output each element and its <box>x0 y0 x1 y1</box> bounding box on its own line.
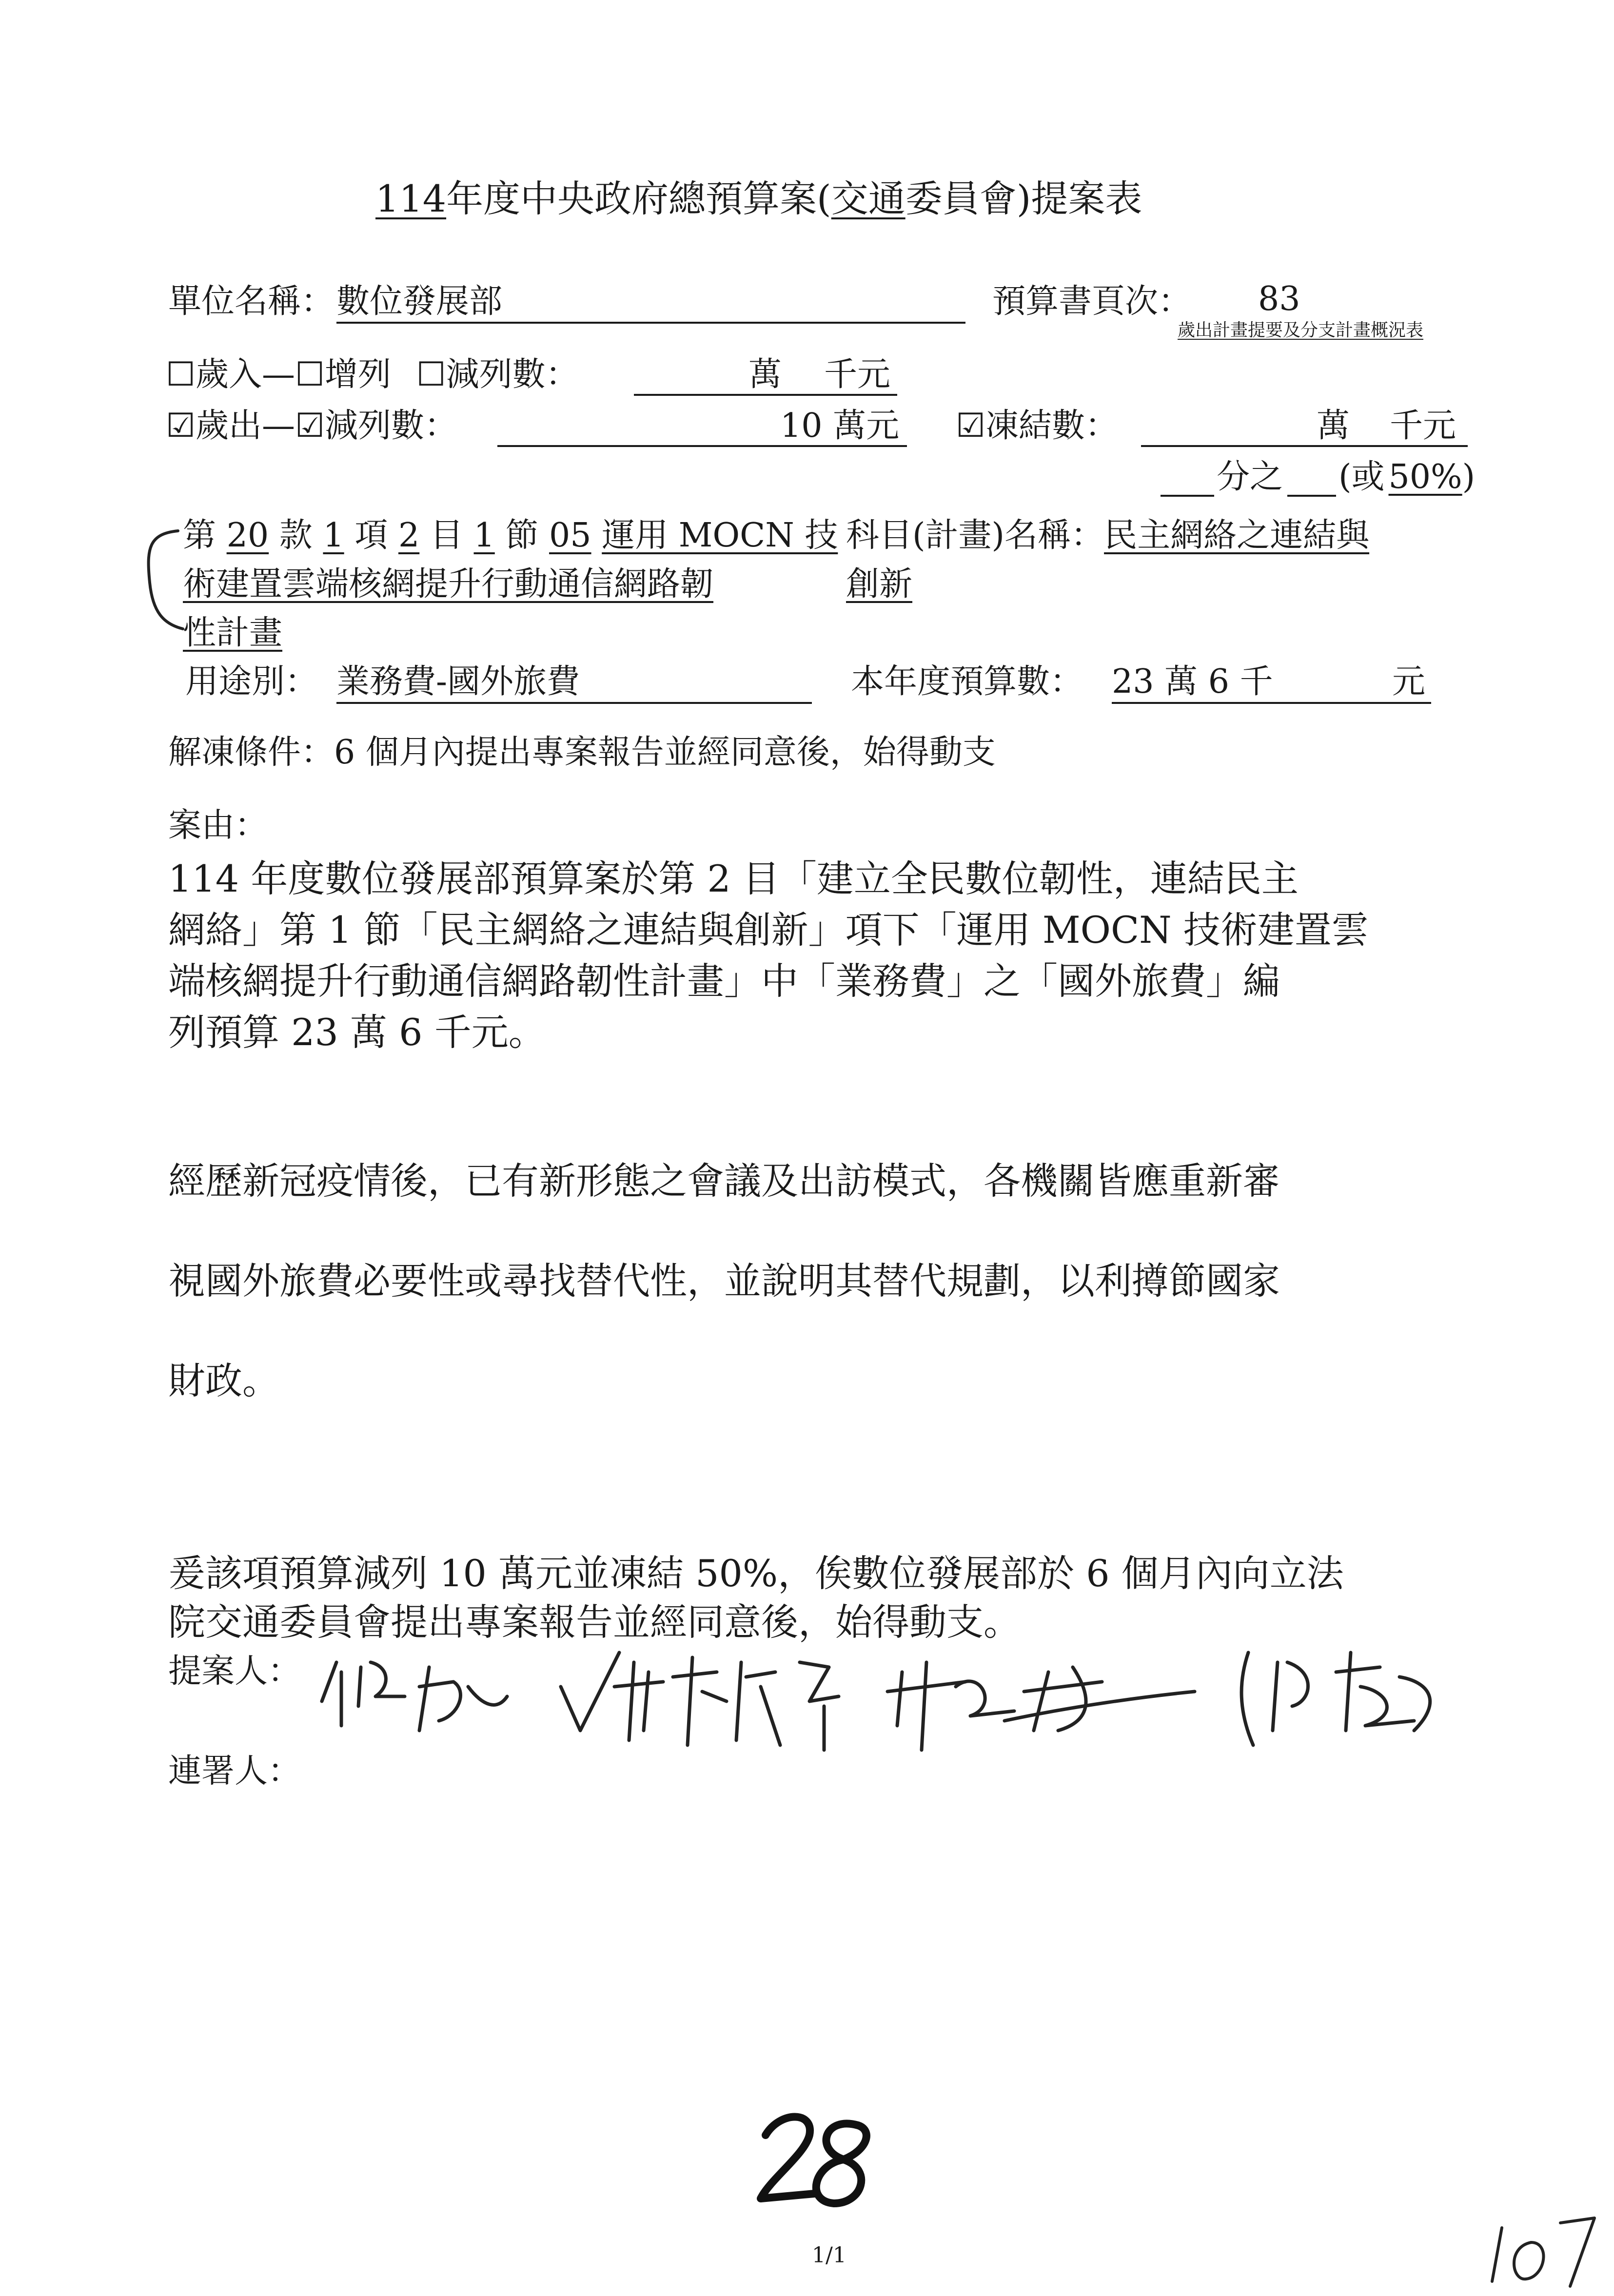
signature-3 <box>887 1662 1195 1750</box>
usage-underline <box>336 702 812 704</box>
reason-line: 端核網提升行動通信網路韌性計畫」中「業務費」之「國外旅費」編 <box>168 959 1280 1003</box>
unit-value: 數位發展部 <box>336 282 503 321</box>
budget-value: 23 萬 6 千 <box>1112 662 1273 701</box>
unit-underline <box>336 322 965 324</box>
page-ref-note: 歲出計畫提要及分支計畫概況表 <box>1178 320 1424 340</box>
handwritten-page-mark <box>746 2106 892 2223</box>
subject-row: 科目(計畫)名稱：民主網絡之連結與 <box>846 516 1370 555</box>
reason-line: 列預算 23 萬 6 千元。 <box>168 1011 546 1054</box>
checkbox-unchecked-icon[interactable]: ☐ <box>416 355 446 394</box>
handwritten-bracket <box>144 529 173 631</box>
reason-label: 案由： <box>168 806 268 845</box>
reason-para2-line: 視國外旅費必要性或尋找替代性，並說明其替代規劃，以利撙節國家 <box>168 1259 1280 1303</box>
checkbox-checked-icon[interactable]: ☑ <box>956 407 985 445</box>
expenditure-row: ☑歲出—☑減列數： <box>166 407 457 445</box>
reason-para2-line: 經歷新冠疫情後，已有新形態之會議及出訪模式，各機關皆應重新審 <box>168 1159 1280 1203</box>
proposer-label: 提案人： <box>168 1652 301 1691</box>
unfreeze-condition: 解凍條件：6 個月內提出專案報告並經同意後，始得動支 <box>168 733 996 772</box>
item-line-3: 性計畫 <box>183 614 283 652</box>
checkbox-unchecked-icon[interactable]: ☐ <box>166 355 196 394</box>
page-ref-label: 預算書頁次： <box>992 282 1192 321</box>
budget-underline <box>1112 702 1431 704</box>
checkbox-checked-icon[interactable]: ☑ <box>295 407 325 445</box>
page-title: 114年度中央政府總預算案(交通委員會)提案表 <box>375 177 1142 220</box>
cosigner-label: 連署人： <box>168 1752 301 1790</box>
budget-label: 本年度預算數： <box>851 662 1083 701</box>
reason-line: 網絡」第 1 節「民主網絡之連結與創新」項下「運用 MOCN 技術建置雲 <box>168 908 1369 952</box>
freeze-percent: (或 50%) <box>1338 458 1476 496</box>
expenditure-reduce-value: 10 萬元 <box>780 407 900 445</box>
checkbox-unchecked-icon[interactable]: ☐ <box>295 355 325 394</box>
conclusion-line: 院交通委員會提出專案報告並經同意後，始得動支。 <box>168 1600 1021 1644</box>
revenue-row: ☐歲入—☐增列 ☐減列數： <box>166 355 579 394</box>
item-line-2: 術建置雲端核網提升行動通信網路韌 <box>183 565 714 603</box>
subject-line-2: 創新 <box>846 565 913 603</box>
freeze-field: ☑凍結數： <box>956 407 1118 445</box>
item-line-1: 第 20 款 1 項 2 目 1 節 05 運用 MOCN 技 <box>183 516 838 555</box>
page-ref-value: 83 <box>1258 280 1300 318</box>
revenue-reduce-underline <box>634 394 897 396</box>
usage-value: 業務費-國外旅費 <box>336 662 580 701</box>
reason-line: 114 年度數位發展部預算案於第 2 目「建立全民數位韌性，連結民主 <box>168 857 1299 900</box>
page-number: 1/1 <box>812 2243 846 2268</box>
signature-4 <box>1241 1653 1430 1745</box>
signature-2 <box>561 1653 839 1750</box>
freeze-underline <box>1141 445 1468 447</box>
signatures <box>0 1633 1463 1828</box>
usage-label: 用途別： <box>185 662 318 701</box>
expenditure-reduce-underline <box>497 445 907 447</box>
signature-1 <box>322 1662 507 1731</box>
checkbox-checked-icon[interactable]: ☑ <box>166 407 196 445</box>
reason-para2-line: 財政。 <box>168 1359 279 1402</box>
handwritten-corner-number <box>1487 2199 1604 2296</box>
fraction-blank-1 <box>1161 495 1214 497</box>
conclusion-line: 爰該項預算減列 10 萬元並凍結 50%，俟數位發展部於 6 個月內向立法 <box>168 1552 1344 1595</box>
fraction-blank-2 <box>1287 495 1336 497</box>
unit-label: 單位名稱： <box>168 282 335 321</box>
